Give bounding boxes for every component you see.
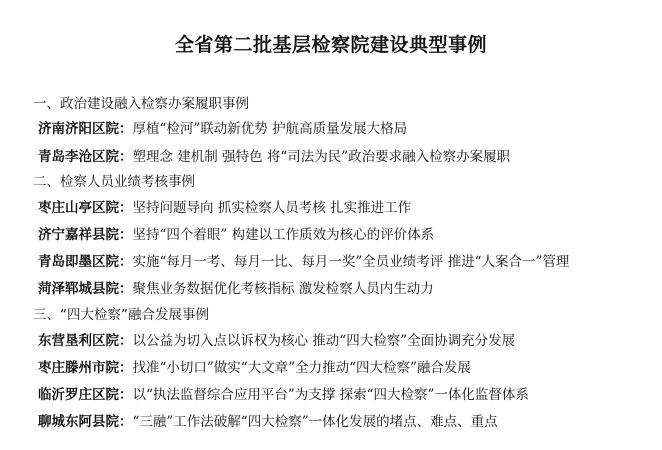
item-description: 以公益为切入点以诉权为核心 推动“四大检察”全面协调充分发展 [132, 333, 516, 349]
section-heading: 一、政治建设融入检察办案履职事例 [33, 96, 249, 112]
item-description: 塑理念 建机制 强特色 将“司法为民”政治要求融入检察办案履职 [132, 149, 511, 165]
list-item [38, 223, 434, 243]
unit-name: 临沂罗庄区院： [38, 387, 133, 403]
unit-name: 枣庄山亭区院： [38, 200, 133, 216]
item-description: 坚持问题导向 抓实检察人员考核 扎实推进工作 [132, 200, 412, 216]
list-item [38, 145, 510, 165]
document-title: 全省第二批基层检察院建设典型事例 [174, 34, 487, 56]
list-item [38, 196, 411, 216]
item-description: 聚焦业务数据优化考核指标 激发检察人员内生动力 [132, 281, 434, 297]
unit-name: 青岛即墨区院： [38, 254, 133, 270]
section-heading: 三、“四大检察”融合发展事例 [33, 307, 209, 323]
item-description: 找准“小切口”做实“大文章”全力推动“四大检察”融合发展 [132, 360, 471, 376]
list-item [38, 117, 407, 137]
unit-name: 济宁嘉祥县院： [38, 227, 133, 243]
list-item [38, 383, 529, 403]
section-heading: 二、检察人员业绩考核事例 [33, 174, 195, 190]
list-item [38, 277, 434, 297]
list-item [38, 410, 498, 430]
item-description: 实施“每月一考、每月一比、每月一奖”全员业绩考评 推进“人案合一”管理 [132, 254, 570, 270]
list-item [38, 329, 515, 349]
item-description: 厚植“检河”联动新优势 护航高质量发展大格局 [132, 121, 408, 137]
unit-name: 济南济阳区院： [38, 121, 133, 137]
list-item [38, 356, 471, 376]
unit-name: 枣庄滕州市院： [38, 360, 133, 376]
unit-name: 聊城东阿县院： [38, 414, 133, 430]
list-item [38, 250, 569, 270]
item-description: 以“执法监督综合应用平台”为支撑 探索“四大检察”一体化监督体系 [132, 387, 529, 403]
unit-name: 菏泽郓城县院： [38, 281, 133, 297]
item-description: “三融”工作法破解“四大检察”一体化发展的堵点、难点、重点 [132, 414, 498, 430]
item-description: 坚持“四个着眼” 构建以工作质效为核心的评价体系 [132, 227, 435, 243]
unit-name: 青岛李沧区院： [38, 149, 133, 165]
unit-name: 东营垦利区院： [38, 333, 133, 349]
